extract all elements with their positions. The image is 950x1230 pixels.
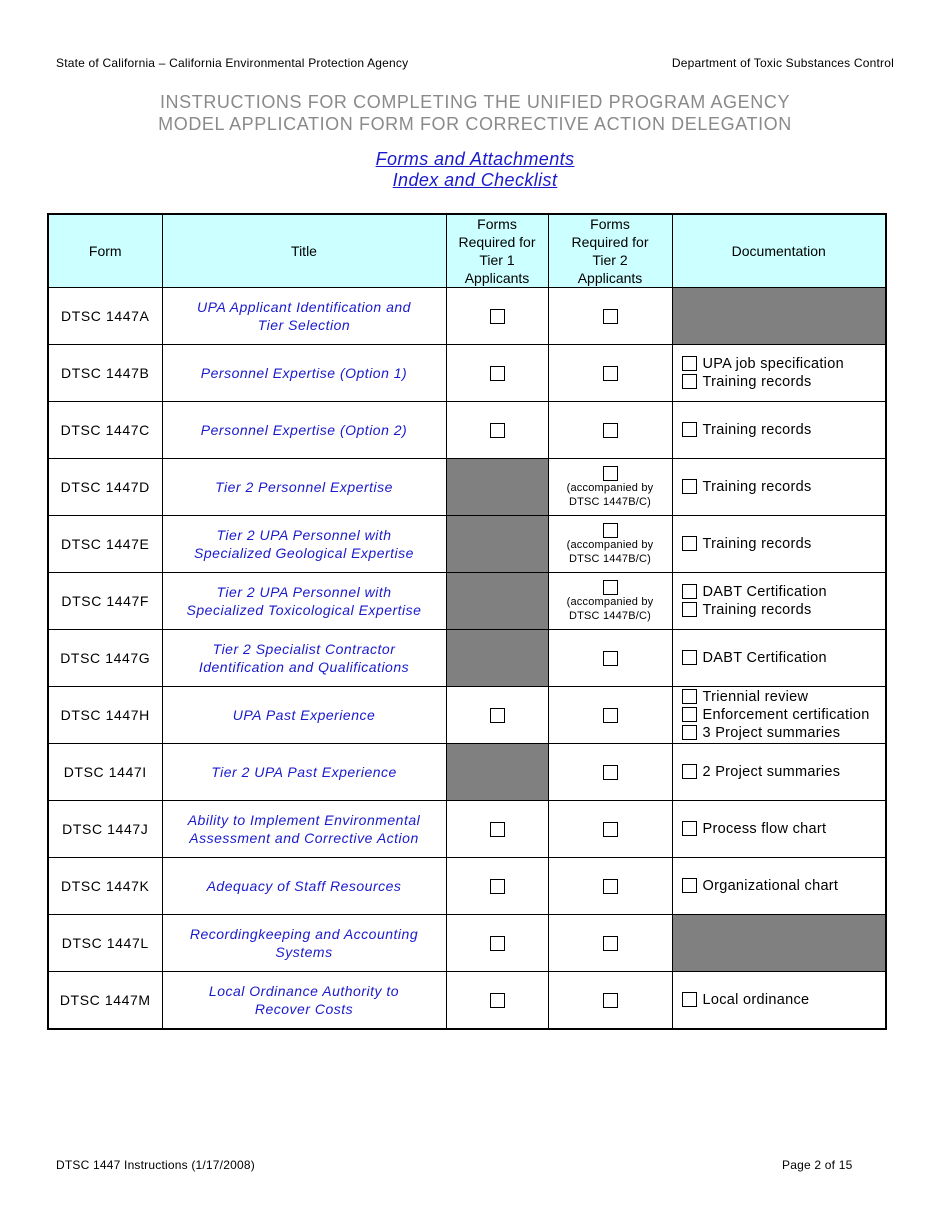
tier2-checkbox[interactable] — [603, 523, 618, 538]
form-code: DTSC 1447H — [48, 687, 162, 744]
documentation-label: 3 Project summaries — [702, 725, 841, 741]
tier2-cell — [548, 288, 672, 345]
table-row — [48, 402, 886, 459]
documentation-checkbox[interactable] — [682, 584, 697, 599]
tier2-checkbox[interactable] — [603, 936, 618, 951]
documentation-label: Training records — [702, 602, 812, 618]
tier1-checkbox[interactable] — [490, 822, 505, 837]
form-title-line: Tier Selection — [257, 317, 351, 333]
form-code: DTSC 1447L — [48, 915, 162, 972]
documentation-checkbox[interactable] — [682, 689, 697, 704]
documentation-checkbox[interactable] — [682, 602, 697, 617]
tier2-checkbox[interactable] — [603, 466, 618, 481]
subtitle-line-2[interactable]: Index and Checklist — [392, 170, 558, 190]
tier2-checkbox[interactable] — [603, 879, 618, 894]
form-code: DTSC 1447E — [48, 516, 162, 573]
form-title-line: Tier 2 Specialist Contractor — [212, 641, 396, 657]
form-title-line: Assessment and Corrective Action — [189, 830, 419, 846]
col-header-title: Title — [162, 214, 446, 288]
tier1-checkbox[interactable] — [490, 423, 505, 438]
col-header-form: Form — [48, 214, 162, 288]
documentation-label: Training records — [702, 536, 812, 552]
form-title-link[interactable] — [162, 687, 446, 744]
table-row — [48, 744, 886, 801]
documentation-label: Training records — [702, 479, 812, 495]
col-header-tier2: Forms Required for Tier 2 Applicants — [548, 214, 672, 288]
documentation-not-applicable — [672, 915, 886, 972]
tier2-checkbox[interactable] — [603, 765, 618, 780]
documentation-checkbox[interactable] — [682, 356, 697, 371]
documentation-cell — [672, 858, 886, 915]
documentation-label: 2 Project summaries — [702, 764, 841, 780]
documentation-cell — [672, 345, 886, 402]
documentation-checkbox[interactable] — [682, 422, 697, 437]
tier1-not-applicable — [446, 573, 548, 630]
table-row — [48, 915, 886, 972]
documentation-checkbox[interactable] — [682, 707, 697, 722]
form-title-link[interactable] — [162, 801, 446, 858]
tier2-cell — [548, 972, 672, 1030]
tier2-checkbox[interactable] — [603, 822, 618, 837]
documentation-item[interactable] — [682, 706, 886, 724]
documentation-cell — [672, 516, 886, 573]
documentation-item[interactable] — [682, 724, 886, 742]
table-row — [48, 516, 886, 573]
form-title-link[interactable] — [162, 744, 446, 801]
form-title-line: Tier 2 UPA Past Experience — [211, 764, 397, 780]
title-line-2: MODEL APPLICATION FORM FOR CORRECTIVE ACTION DELEGATION — [158, 114, 792, 134]
form-title-line: Specialized Geological Expertise — [194, 545, 414, 561]
documentation-cell — [672, 402, 886, 459]
tier2-checkbox[interactable] — [603, 580, 618, 595]
documentation-checkbox[interactable] — [682, 992, 697, 1007]
tier2-checkbox[interactable] — [603, 651, 618, 666]
documentation-item[interactable] — [682, 820, 886, 838]
tier2-cell — [548, 345, 672, 402]
form-title-link[interactable] — [162, 630, 446, 687]
tier1-cell — [446, 858, 548, 915]
form-title-line: Personnel Expertise (Option 1) — [200, 365, 408, 381]
form-title-line: Personnel Expertise (Option 2) — [200, 422, 408, 438]
documentation-label: Enforcement certification — [702, 707, 870, 723]
form-title-line: Ability to Implement Environmental — [187, 812, 421, 828]
table-row — [48, 573, 886, 630]
table-row — [48, 459, 886, 516]
header-department: Department of Toxic Substances Control — [671, 56, 894, 70]
forms-index-table — [47, 213, 887, 1030]
table-row — [48, 288, 886, 345]
tier1-cell — [446, 288, 548, 345]
tier2-note: DTSC 1447B/C) — [568, 553, 652, 566]
form-title-line: Recordingkeeping and Accounting — [189, 926, 419, 942]
tier2-checkbox[interactable] — [603, 993, 618, 1008]
documentation-checkbox[interactable] — [682, 374, 697, 389]
documentation-checkbox[interactable] — [682, 764, 697, 779]
tier1-not-applicable — [446, 459, 548, 516]
documentation-cell — [672, 744, 886, 801]
footer-doc-id: DTSC 1447 Instructions (1/17/2008) — [56, 1158, 255, 1172]
documentation-label: Local ordinance — [702, 992, 810, 1008]
tier2-cell — [548, 402, 672, 459]
form-title-line: Specialized Toxicological Expertise — [186, 602, 422, 618]
documentation-label: Training records — [702, 374, 812, 390]
tier2-note: DTSC 1447B/C) — [568, 496, 652, 509]
documentation-cell — [672, 459, 886, 516]
table-row — [48, 972, 886, 1030]
tier1-checkbox[interactable] — [490, 366, 505, 381]
documentation-item[interactable] — [682, 421, 886, 439]
form-code: DTSC 1447G — [48, 630, 162, 687]
tier2-cell — [548, 744, 672, 801]
form-title-line: Local Ordinance Authority to — [208, 983, 400, 999]
tier2-cell — [548, 858, 672, 915]
tier1-checkbox[interactable] — [490, 993, 505, 1008]
documentation-checkbox[interactable] — [682, 536, 697, 551]
section-subtitle — [0, 149, 950, 191]
tier2-note: (accompanied by — [566, 539, 654, 552]
form-title-link[interactable] — [162, 402, 446, 459]
table-header-row — [48, 214, 886, 288]
documentation-cell — [672, 687, 886, 744]
tier1-cell — [446, 345, 548, 402]
tier2-cell — [548, 516, 672, 573]
documentation-cell — [672, 630, 886, 687]
subtitle-line-1[interactable]: Forms and Attachments — [375, 149, 575, 169]
documentation-checkbox[interactable] — [682, 479, 697, 494]
tier1-cell — [446, 915, 548, 972]
tier2-cell — [548, 915, 672, 972]
documentation-not-applicable — [672, 288, 886, 345]
form-title-line: Identification and Qualifications — [198, 659, 410, 675]
table-row — [48, 858, 886, 915]
documentation-item[interactable] — [682, 877, 886, 895]
tier1-cell — [446, 801, 548, 858]
tier1-not-applicable — [446, 744, 548, 801]
form-title-line: UPA Past Experience — [232, 707, 376, 723]
documentation-checkbox[interactable] — [682, 725, 697, 740]
tier1-checkbox[interactable] — [490, 936, 505, 951]
tier1-not-applicable — [446, 516, 548, 573]
tier1-checkbox[interactable] — [490, 879, 505, 894]
documentation-checkbox[interactable] — [682, 821, 697, 836]
documentation-item[interactable] — [682, 535, 886, 553]
form-code: DTSC 1447J — [48, 801, 162, 858]
documentation-label: Organizational chart — [702, 878, 839, 894]
tier2-cell — [548, 687, 672, 744]
form-title-link[interactable] — [162, 516, 446, 573]
tier1-cell — [446, 402, 548, 459]
form-title-link[interactable] — [162, 915, 446, 972]
title-line-1: INSTRUCTIONS FOR COMPLETING THE UNIFIED PROGRAM AGENCY — [159, 92, 791, 112]
documentation-item[interactable] — [682, 583, 886, 601]
form-code: DTSC 1447C — [48, 402, 162, 459]
documentation-item[interactable] — [682, 373, 886, 391]
form-title-link[interactable] — [162, 972, 446, 1030]
table-row — [48, 687, 886, 744]
form-title-link[interactable] — [162, 288, 446, 345]
form-title-line: UPA Applicant Identification and — [197, 299, 411, 315]
tier2-cell — [548, 573, 672, 630]
documentation-cell — [672, 573, 886, 630]
form-title-line: Tier 2 UPA Personnel with — [216, 527, 392, 543]
form-code: DTSC 1447I — [48, 744, 162, 801]
documentation-label: Process flow chart — [702, 821, 827, 837]
documentation-label: UPA job specification — [702, 356, 844, 372]
documentation-item[interactable] — [682, 688, 886, 706]
tier2-note: (accompanied by — [566, 596, 654, 609]
form-code: DTSC 1447D — [48, 459, 162, 516]
form-title-link[interactable] — [162, 459, 446, 516]
form-code: DTSC 1447F — [48, 573, 162, 630]
documentation-label: Triennial review — [702, 689, 809, 705]
col-header-documentation: Documentation — [672, 214, 886, 288]
table-row — [48, 345, 886, 402]
tier2-cell — [548, 459, 672, 516]
tier1-not-applicable — [446, 630, 548, 687]
tier2-checkbox[interactable] — [603, 366, 618, 381]
documentation-checkbox[interactable] — [682, 650, 697, 665]
documentation-item[interactable] — [682, 478, 886, 496]
form-title-line: Recover Costs — [254, 1001, 354, 1017]
documentation-label: DABT Certification — [702, 584, 827, 600]
documentation-item[interactable] — [682, 649, 886, 667]
tier2-cell — [548, 801, 672, 858]
documentation-label: Training records — [702, 422, 812, 438]
form-code: DTSC 1447K — [48, 858, 162, 915]
tier1-cell — [446, 687, 548, 744]
tier2-checkbox[interactable] — [603, 708, 618, 723]
table-row — [48, 801, 886, 858]
tier2-note: DTSC 1447B/C) — [568, 610, 652, 623]
form-title-link[interactable] — [162, 573, 446, 630]
footer-page-number: Page 2 of 15 — [782, 1158, 853, 1172]
documentation-cell — [672, 972, 886, 1030]
documentation-item[interactable] — [682, 763, 886, 781]
tier2-checkbox[interactable] — [603, 309, 618, 324]
document-title — [0, 91, 950, 135]
form-title-link[interactable] — [162, 345, 446, 402]
table-row — [48, 630, 886, 687]
documentation-item[interactable] — [682, 991, 886, 1009]
tier1-checkbox[interactable] — [490, 309, 505, 324]
documentation-item[interactable] — [682, 355, 886, 373]
form-title-line: Tier 2 UPA Personnel with — [216, 584, 392, 600]
form-title-line: Systems — [275, 944, 333, 960]
form-title-line: Tier 2 Personnel Expertise — [215, 479, 393, 495]
col-header-tier1: Forms Required for Tier 1 Applicants — [446, 214, 548, 288]
tier1-cell — [446, 972, 548, 1030]
documentation-checkbox[interactable] — [682, 878, 697, 893]
tier2-cell — [548, 630, 672, 687]
form-code: DTSC 1447A — [48, 288, 162, 345]
documentation-item[interactable] — [682, 601, 886, 619]
form-code: DTSC 1447B — [48, 345, 162, 402]
form-title-link[interactable] — [162, 858, 446, 915]
tier1-checkbox[interactable] — [490, 708, 505, 723]
tier2-checkbox[interactable] — [603, 423, 618, 438]
documentation-cell — [672, 801, 886, 858]
documentation-label: DABT Certification — [702, 650, 827, 666]
form-title-line: Adequacy of Staff Resources — [206, 878, 402, 894]
form-code: DTSC 1447M — [48, 972, 162, 1030]
tier2-note: (accompanied by — [566, 482, 654, 495]
header-agency: State of California – California Environmental Protection Agency — [56, 56, 409, 70]
